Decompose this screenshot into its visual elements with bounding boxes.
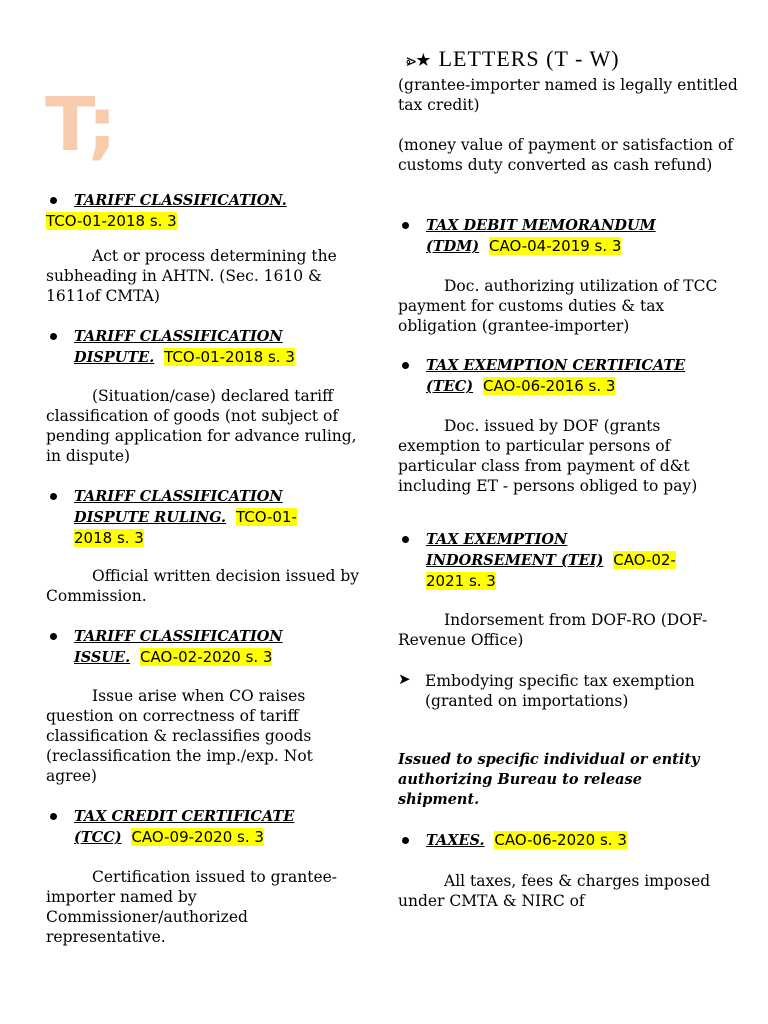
term-title: TARIFF CLASSIFICATION DISPUTE. TCO-01-2018 s. 3 xyxy=(74,328,295,366)
sub-bullet-text: Embodying specific tax exemption (granted on importations) xyxy=(425,672,695,710)
section-letter-heading: T; xyxy=(45,82,114,168)
term-title: TAX EXEMPTION INDORSEMENT (TEI) CAO-02- 2021 s. 3 xyxy=(426,531,676,590)
term-title: TARIFF CLASSIFICATION DISPUTE RULING. TCO-01- 2018 s. 3 xyxy=(74,488,297,547)
reference-highlight: TCO-01- xyxy=(235,508,297,526)
reference-highlight: CAO-06-2016 s. 3 xyxy=(482,377,616,395)
term-definition: Official written decision issued by Commission. xyxy=(46,567,360,605)
decorative-star-icon: ⩺★ xyxy=(406,50,431,70)
term-definition: Doc. issued by DOF (grants exemption to particular persons of particular class from payment of d&t including ET - persons obliged to pay) xyxy=(398,417,698,495)
reference-highlight: CAO-09-2020 s. 3 xyxy=(131,828,264,846)
term-definition: (Situation/case) declared tariff classification of goods (not subject of pending application for advance ruling, in dispute) xyxy=(46,387,357,465)
bullet-icon xyxy=(50,493,57,500)
term-definition: Doc. authorizing utilization of TCC payment for customs duties & tax obligation (grantee-importer) xyxy=(398,277,718,335)
page-title xyxy=(406,46,620,72)
bullet-icon xyxy=(50,333,57,340)
bullet-icon xyxy=(402,222,409,229)
intro-paragraph: (grantee-importer named is legally entitled tax credit) xyxy=(398,76,738,114)
bullet-icon xyxy=(50,813,57,820)
term-reference xyxy=(46,211,366,231)
reference-highlight: 2018 s. 3 xyxy=(74,529,144,547)
reference-highlight: CAO-06-2020 s. 3 xyxy=(494,831,627,849)
bullet-icon xyxy=(402,536,409,543)
reference-highlight: CAO-02- xyxy=(613,551,676,569)
bullet-icon xyxy=(402,362,409,369)
term-definition: Issue arise when CO raises question on correctness of tariff classification & reclassifies goods (reclassification the imp./exp. Not agree) xyxy=(46,687,313,785)
page-title-text: LETTERS (T - W) xyxy=(438,46,620,71)
term-title: TARIFF CLASSIFICATION ISSUE. CAO-02-2020 s. 3 xyxy=(74,628,283,666)
reference-highlight: TCO-01-2018 s. 3 xyxy=(46,212,177,230)
note-text: Issued to specific individual or entity authorizing Bureau to release shipment. xyxy=(398,751,700,808)
term-title: TAXES. CAO-06-2020 s. 3 xyxy=(426,831,627,849)
reference-highlight: CAO-02-2020 s. 3 xyxy=(140,648,273,666)
term-definition: Act or process determining the subheading in AHTN. (Sec. 1610 & 1611of CMTA) xyxy=(46,247,337,305)
reference-highlight: 2021 s. 3 xyxy=(426,572,496,590)
bullet-icon xyxy=(402,837,409,844)
arrowhead-bullet-icon: ➤ xyxy=(398,670,411,688)
term-definition: Indorsement from DOF-RO (DOF-Revenue Office) xyxy=(398,611,708,649)
reference-highlight: CAO-04-2019 s. 3 xyxy=(489,237,622,255)
term-title: TAX EXEMPTION CERTIFICATE (TEC) CAO-06-2016 s. 3 xyxy=(426,357,686,395)
term-definition: Certification issued to grantee-importer named by Commissioner/authorized representative. xyxy=(46,868,338,946)
bullet-icon xyxy=(50,197,57,204)
reference-highlight: TCO-01-2018 s. 3 xyxy=(164,348,295,366)
term-definition: All taxes, fees & charges imposed under CMTA & NIRC of xyxy=(398,872,711,910)
term-title: TAX DEBIT MEMORANDUM (TDM) CAO-04-2019 s. 3 xyxy=(426,217,656,255)
intro-paragraph: (money value of payment or satisfaction of customs duty converted as cash refund) xyxy=(398,136,734,174)
term-title: TARIFF CLASSIFICATION. xyxy=(74,192,287,209)
bullet-icon xyxy=(50,633,57,640)
term-title: TAX CREDIT CERTIFICATE (TCC) CAO-09-2020 s. 3 xyxy=(74,808,295,846)
